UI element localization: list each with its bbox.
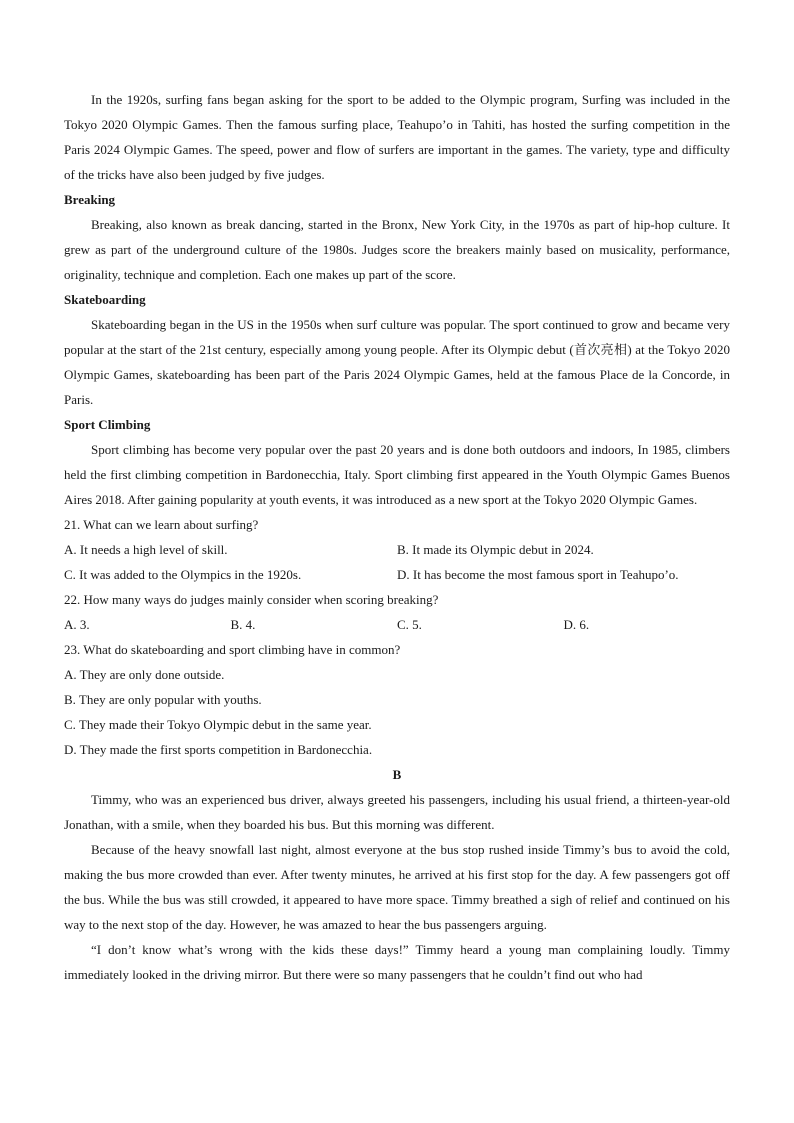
question-21-options-row-1 <box>64 537 730 562</box>
sport-climbing-paragraph: Sport climbing has become very popular over the past 20 years and is done both outdoors and indoors, In 1985, climbers held the first climbing competition in Bardonecchia, Italy. Sport climbing first appeared in the Youth Olympic Games Buenos Aires 2018. After gaining popularity at youth events, it was introduced as a new sport at the Tokyo 2020 Olympic Games. <box>64 442 730 507</box>
question-23-option-c: C. They made their Tokyo Olympic debut in the same year. <box>64 717 372 732</box>
surfing-paragraph: In the 1920s, surfing fans began asking for the sport to be added to the Olympic program, Surfing was included in the Tokyo 2020 Olympic Games. Then the famous surfing place, Teahupo’o in Tahiti, has hosted the surfing competition in the Paris 2024 Olympic Games. The speed, power and flow of surfers are important in the games. The variety, type and difficulty of the tricks have also been judged by five judges. <box>64 92 730 182</box>
question-22-option-c: C. 5. <box>397 617 422 632</box>
question-23-option-b: B. They are only popular with youths. <box>64 692 262 707</box>
sport-climbing-heading: Sport Climbing <box>64 417 151 432</box>
skateboarding-paragraph: Skateboarding began in the US in the 1950s when surf culture was popular. The sport continued to grow and became very popular at the start of the 21st century, especially among young people. After its Olympic debut (首次亮相) at the Tokyo 2020 Olympic Games, skateboarding has been part of the Paris 2024 Olympic Games, held at the famous Place de la Concorde, in Paris. <box>64 317 730 407</box>
question-23-option-a: A. They are only done outside. <box>64 667 225 682</box>
question-22-option-b: B. 4. <box>230 617 256 632</box>
question-22-stem: 22. How many ways do judges mainly consider when scoring breaking? <box>64 592 439 607</box>
question-22-options <box>64 612 730 637</box>
skateboarding-heading: Skateboarding <box>64 292 146 307</box>
section-b-paragraph-3: “I don’t know what’s wrong with the kids these days!” Timmy heard a young man complaining loudly. Timmy immediately looked in the driving mirror. But there were so many passengers that he couldn’t find out who had <box>64 942 730 982</box>
question-21-option-a: A. It needs a high level of skill. <box>64 542 228 557</box>
question-21-option-c: C. It was added to the Olympics in the 1920s. <box>64 567 302 582</box>
question-21-option-d: D. It has become the most famous sport in Teahupo’o. <box>397 567 679 582</box>
question-23-stem: 23. What do skateboarding and sport climbing have in common? <box>64 642 401 657</box>
question-23-option-d: D. They made the first sports competition in Bardonecchia. <box>64 742 373 757</box>
section-b-label: B <box>392 767 402 782</box>
breaking-paragraph: Breaking, also known as break dancing, started in the Bronx, New York City, in the 1970s as part of hip-hop culture. It grew as part of the underground culture of the 1980s. Judges score the breakers mainly based on musicality, performance, originality, technique and completion. Each one makes up part of the score. <box>64 217 730 282</box>
breaking-heading: Breaking <box>64 192 116 207</box>
document-page <box>64 87 730 987</box>
question-21-stem: 21. What can we learn about surfing? <box>64 517 259 532</box>
question-22-option-a: A. 3. <box>64 617 90 632</box>
question-21-option-b: B. It made its Olympic debut in 2024. <box>397 542 594 557</box>
question-22-option-d: D. 6. <box>563 617 590 632</box>
section-b-paragraph-2: Because of the heavy snowfall last night, almost everyone at the bus stop rushed inside Timmy’s bus to avoid the cold, making the bus more crowded than ever. After twenty minutes, he arrived at his first stop for the day. A few passengers got off the bus. While the bus was still crowded, it appeared to have more space. Timmy breathed a sigh of relief and continued on his way to the next stop of the day. However, he was amazed to hear the bus passengers arguing. <box>64 842 730 932</box>
section-b-paragraph-1: Timmy, who was an experienced bus driver, always greeted his passengers, including his usual friend, a thirteen-year-old Jonathan, with a smile, when they boarded his bus. But this morning was different. <box>64 792 730 832</box>
question-21-options-row-2 <box>64 562 730 587</box>
